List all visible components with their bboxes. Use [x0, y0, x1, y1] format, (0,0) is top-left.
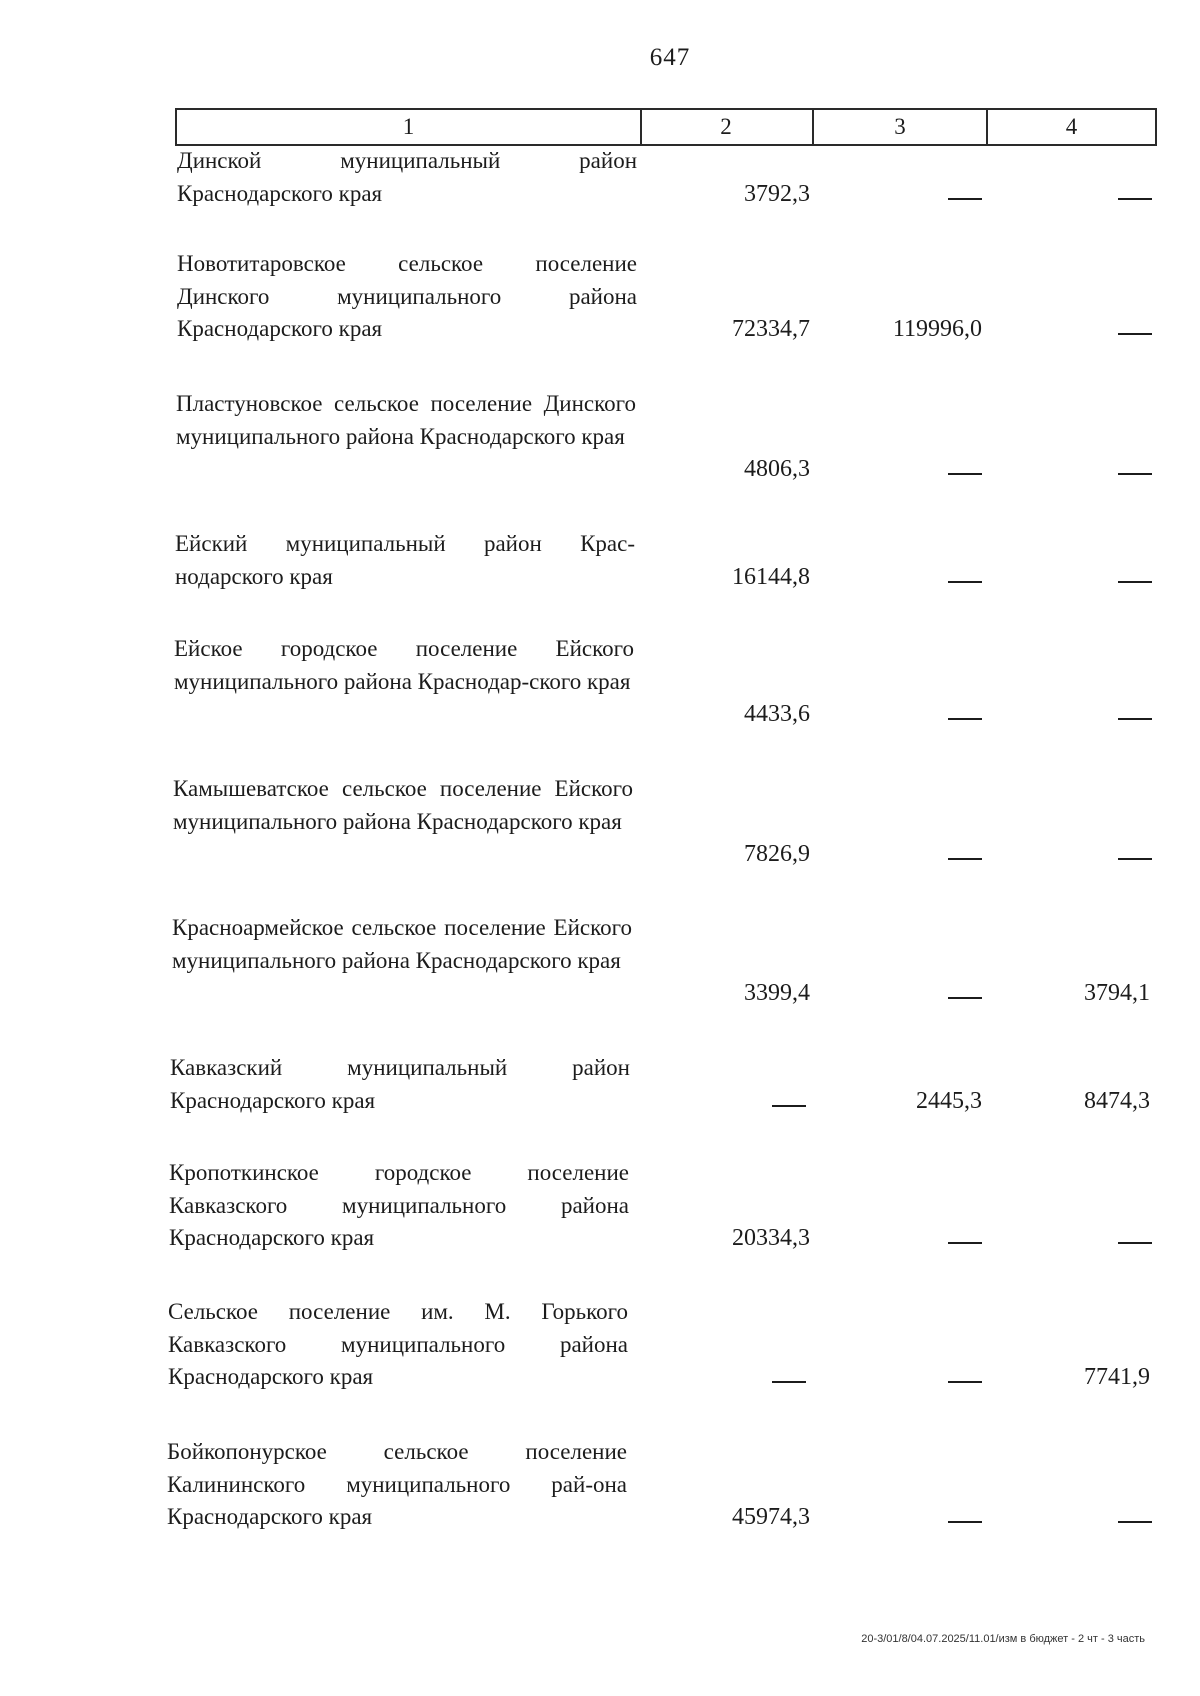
- row-name: Новотитаровское сельское поселение Динского муниципального района Краснодарского края: [177, 251, 637, 341]
- empty-value-dash: [948, 473, 982, 475]
- header-label: 2: [720, 114, 732, 139]
- empty-value-dash: [772, 1381, 806, 1383]
- header-label: 4: [1065, 114, 1078, 139]
- value-c4: 8474,3: [1084, 1087, 1150, 1114]
- empty-value-dash: [1118, 473, 1152, 475]
- value-c2: 16144,8: [732, 563, 810, 590]
- empty-value-dash: [948, 997, 982, 999]
- row-name: Камышеватское сельское поселение Ейского муниципального района Краснодарского края: [173, 776, 633, 834]
- row-name: Ейский муниципальный район Крас-нодарского края: [175, 531, 635, 589]
- empty-value-dash: [948, 1242, 982, 1244]
- empty-value-dash: [1118, 198, 1152, 200]
- empty-value-dash: [948, 718, 982, 720]
- value-c2: 20334,3: [732, 1225, 810, 1251]
- empty-value-dash: [1118, 1242, 1152, 1244]
- value-c2: 4806,3: [744, 456, 810, 482]
- header-label: 3: [894, 114, 906, 139]
- empty-value-dash: [948, 858, 982, 860]
- header-cell-1: [175, 108, 642, 146]
- footer-document-code: 20-3/01/8/04.07.2025/11.01/изм в бюджет - 2 чт - 3 часть: [861, 1633, 1145, 1645]
- empty-value-dash: [1118, 333, 1152, 335]
- value-c2: 7826,9: [744, 841, 810, 867]
- empty-value-dash: [1118, 718, 1152, 720]
- row-name: Кавказский муниципальный район Краснодарского края: [170, 1055, 630, 1113]
- value-c3: 2445,3: [916, 1087, 982, 1114]
- value-c3: 119996,0: [892, 316, 982, 342]
- value-c2: 45974,3: [732, 1504, 810, 1530]
- row-name: Кропоткинское городское поселение Кавказского муниципального района Краснодарского края: [169, 1160, 629, 1250]
- empty-value-dash: [1118, 858, 1152, 860]
- header-cell-4: [988, 108, 1157, 146]
- row-name: Пластуновское сельское поселение Динского муниципального района Краснодарского края: [176, 391, 636, 449]
- empty-value-dash: [772, 1105, 806, 1107]
- row-name: Ейское городское поселение Ейского муниципального района Краснодар-ского края: [174, 636, 634, 694]
- empty-value-dash: [948, 581, 982, 583]
- value-c2: 72334,7: [732, 316, 810, 342]
- row-name: Динской муниципальный район Краснодарского края: [177, 148, 637, 206]
- value-c2: 3792,3: [744, 180, 810, 207]
- value-c4: 3794,1: [1084, 980, 1150, 1006]
- empty-value-dash: [948, 198, 982, 200]
- row-name: Сельское поселение им. М. Горького Кавказского муниципального района Краснодарского края: [168, 1299, 628, 1389]
- empty-value-dash: [948, 1521, 982, 1523]
- header-cell-2: [640, 108, 814, 146]
- page-number: 647: [649, 44, 691, 71]
- header-cell-3: [814, 108, 988, 146]
- value-c2: 4433,6: [744, 701, 810, 727]
- value-c2: 3399,4: [744, 980, 810, 1006]
- row-name: Красноармейское сельское поселение Ейского муниципального района Краснодарского края: [172, 915, 632, 973]
- empty-value-dash: [1118, 1521, 1152, 1523]
- empty-value-dash: [1118, 581, 1152, 583]
- row-name: Бойкопонурское сельское поселение Калининского муниципального рай-она Краснодарского края: [167, 1439, 627, 1529]
- empty-value-dash: [948, 1381, 982, 1383]
- header-label: 1: [402, 114, 415, 139]
- value-c4: 7741,9: [1084, 1364, 1150, 1390]
